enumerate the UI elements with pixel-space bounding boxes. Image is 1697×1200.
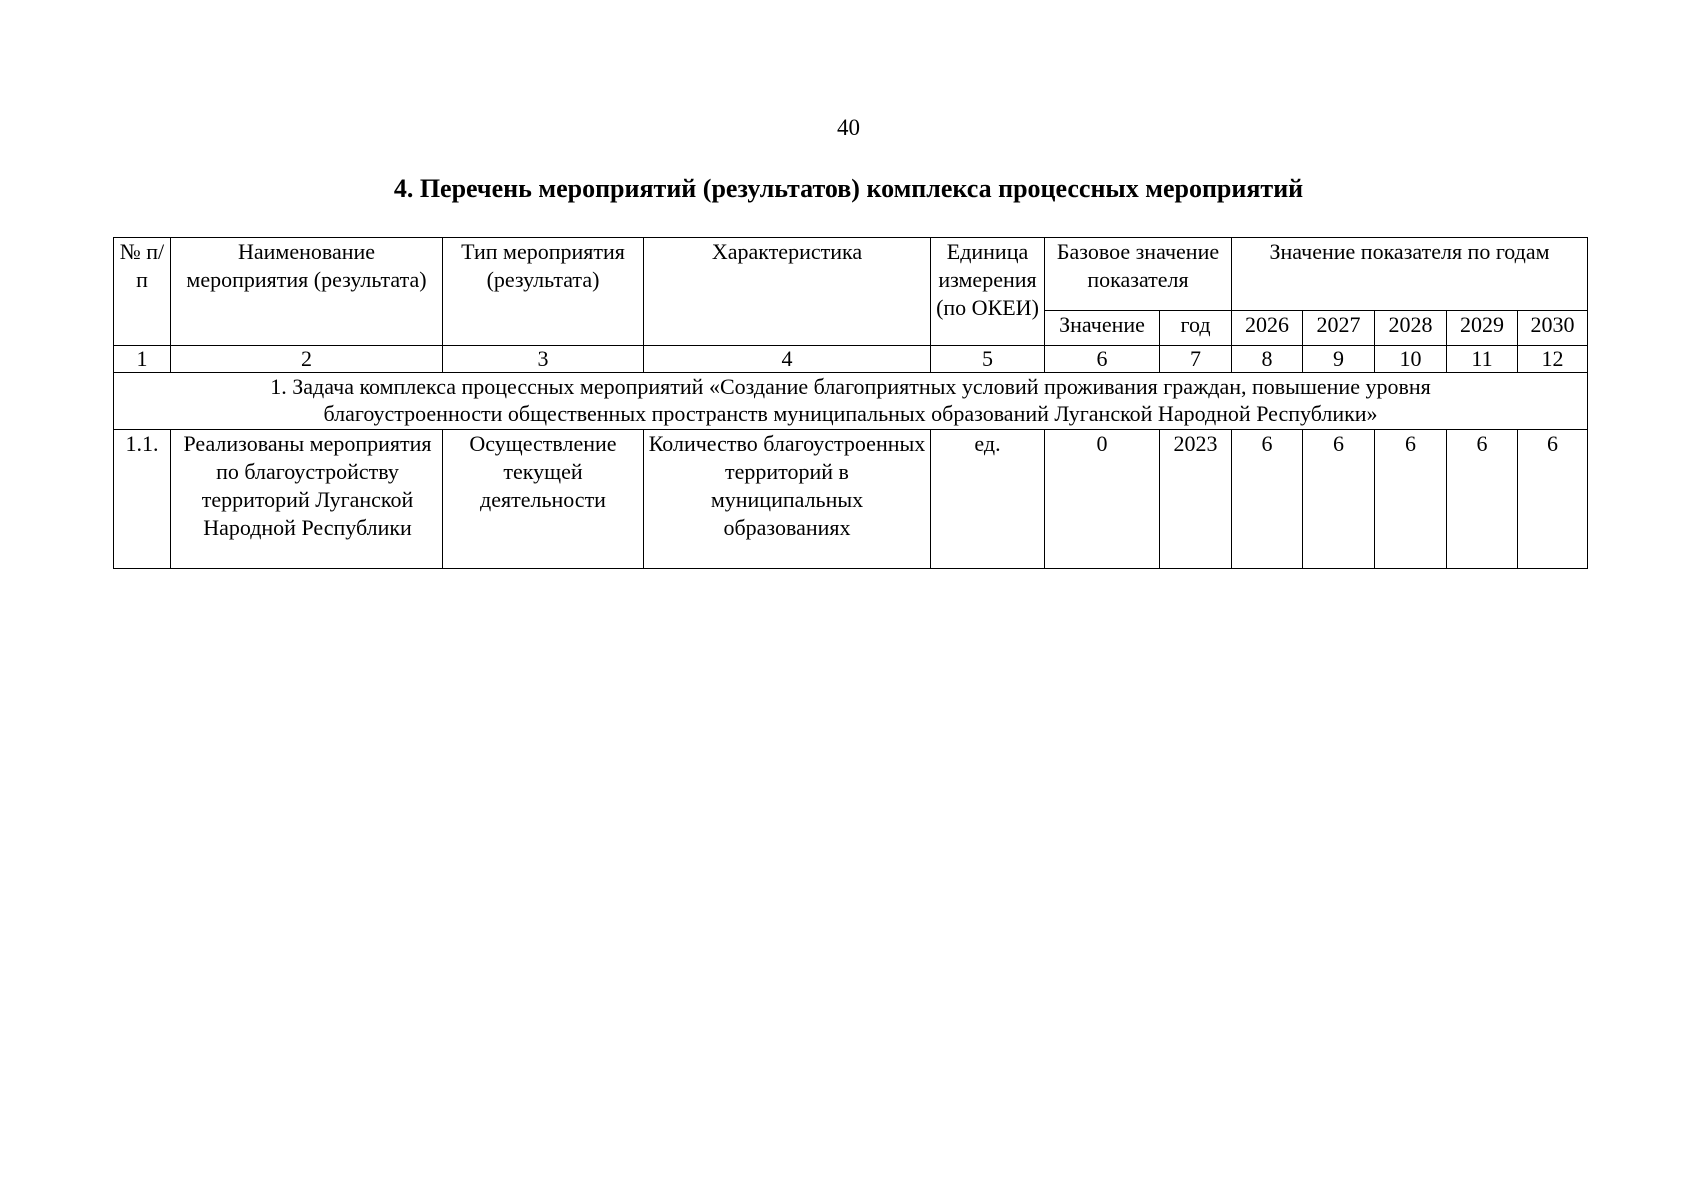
column-numbers-row [114, 346, 1588, 373]
task-text: 1. Задача комплекса процессных мероприятий «Создание благоприятных условий проживания граждан, повышение уровня благоустроенности общественных пространств муниципальных образований Луганской Народной Республики» [114, 373, 1588, 430]
header-year-2029: 2029 [1447, 311, 1518, 346]
header-base: Базовое значение показателя [1045, 238, 1232, 311]
row-value-2028: 6 [1375, 430, 1447, 569]
column-number: 9 [1303, 346, 1375, 373]
column-number: 6 [1045, 346, 1160, 373]
table-row [114, 430, 1588, 569]
row-base-year: 2023 [1160, 430, 1232, 569]
header-year-2028: 2028 [1375, 311, 1447, 346]
header-year-2027: 2027 [1303, 311, 1375, 346]
column-number: 5 [931, 346, 1045, 373]
column-number: 3 [443, 346, 644, 373]
task-row [114, 373, 1588, 430]
column-number: 8 [1232, 346, 1303, 373]
header-unit: Единица измерения (по ОКЕИ) [931, 238, 1045, 346]
header-name: Наименование мероприятия (результата) [171, 238, 443, 346]
header-by-years: Значение показателя по годам [1232, 238, 1588, 311]
header-num: № п/п [114, 238, 171, 346]
column-number: 7 [1160, 346, 1232, 373]
header-base-value: Значение [1045, 311, 1160, 346]
row-value-2029: 6 [1447, 430, 1518, 569]
events-table [113, 237, 1588, 569]
row-base-value: 0 [1045, 430, 1160, 569]
header-characteristic: Характеристика [644, 238, 931, 346]
row-unit: ед. [931, 430, 1045, 569]
column-number: 2 [171, 346, 443, 373]
column-number: 11 [1447, 346, 1518, 373]
column-number: 10 [1375, 346, 1447, 373]
header-year-2030: 2030 [1518, 311, 1588, 346]
header-year-2026: 2026 [1232, 311, 1303, 346]
row-characteristic: Количество благоустроенных территорий в муниципальных образованиях [644, 430, 931, 569]
row-type: Осуществление текущей деятельности [443, 430, 644, 569]
row-num: 1.1. [114, 430, 171, 569]
column-number: 4 [644, 346, 931, 373]
page-number: 40 [837, 115, 860, 140]
document-title: 4. Перечень мероприятий (результатов) комплекса процессных мероприятий [393, 174, 1304, 203]
header-base-year: год [1160, 311, 1232, 346]
column-number: 1 [114, 346, 171, 373]
row-value-2027: 6 [1303, 430, 1375, 569]
header-type: Тип мероприятия (результата) [443, 238, 644, 346]
header-row [114, 238, 1588, 311]
column-number: 12 [1518, 346, 1588, 373]
row-value-2030: 6 [1518, 430, 1588, 569]
row-name: Реализованы мероприятия по благоустройству территорий Луганской Народной Республики [171, 430, 443, 569]
row-value-2026: 6 [1232, 430, 1303, 569]
